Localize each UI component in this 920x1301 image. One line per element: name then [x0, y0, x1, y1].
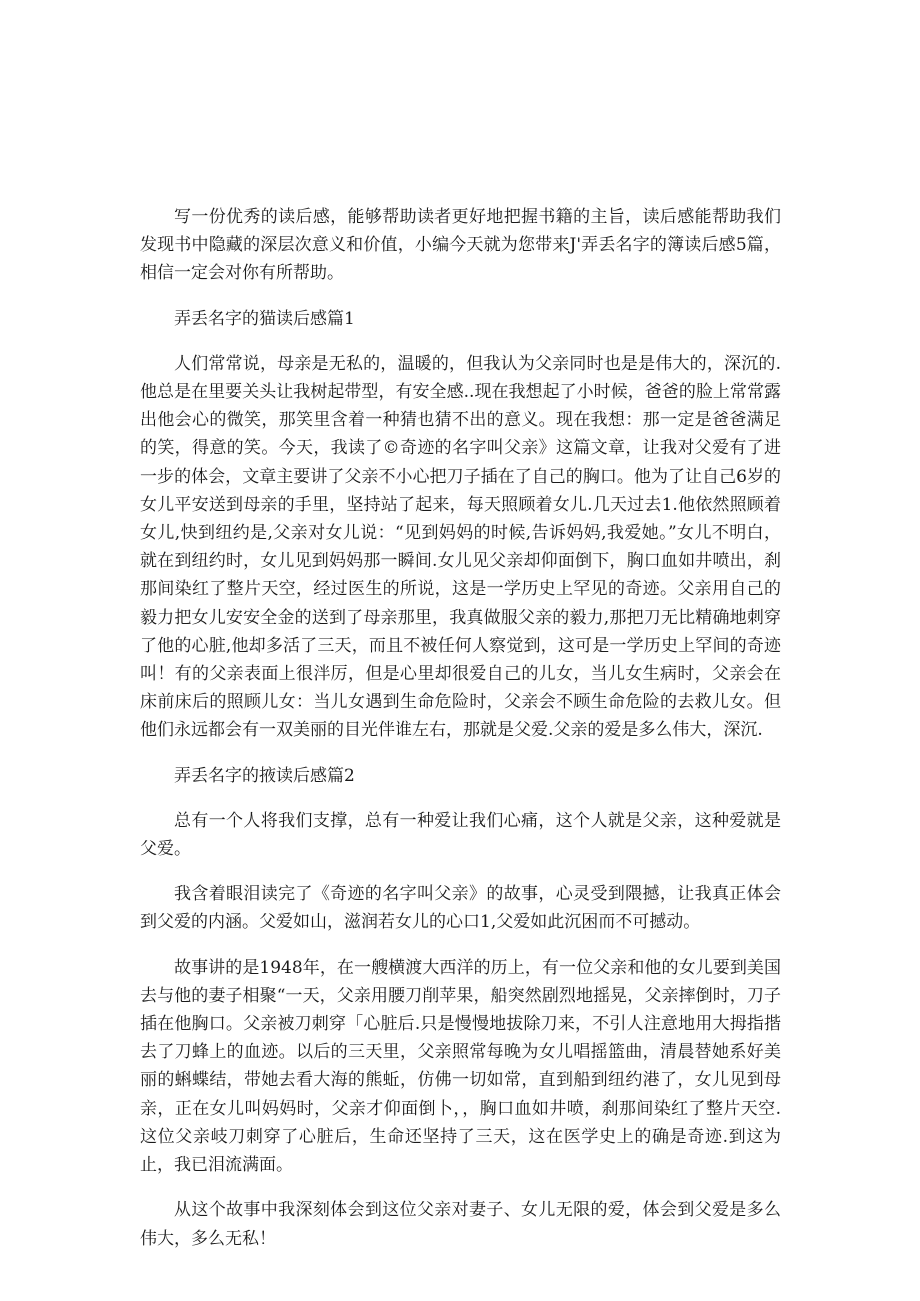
section-2-paragraph-4: 从这个故事中我深刻体会到这位父亲对妻子、女儿无限的爱，体会到父爱是多么伟大，多么无私！	[140, 1200, 781, 1249]
section-2-paragraph-1: 总有一个人将我们支撑，总有一种爱让我们心痛，这个人就是父亲，这种爱就是父爱。	[140, 810, 781, 860]
section-2-heading: 弄丢名字的掖读后感篇2	[174, 765, 355, 786]
intro-paragraph: 写一份优秀的读后感，能够帮助读者更好地把握书籍的主旨，读后感能帮助我们发现书中隐藏的深层次意义和价值，小编今天就为您带来J'弄丢名字的簿读后感5篇，相信一定会对你有所帮助。	[140, 207, 781, 284]
section-2-paragraph-3: 故事讲的是1948年，在一艘横渡大西洋的历上，有一位父亲和他的女儿要到美国去与他的妻子相聚“一天，父亲用腰刀削苹果，船突然剧烈地摇晃，父亲摔倒时，刀子插在他胸口。父亲被刀刺穿「心脏后.只是慢慢地拔除刀来，不引人注意地用大拇指揩去了刀蜂上的血迹。以后的三天里，父亲照常每晚为女儿唱摇篮曲，清晨替她系好美丽的蝌蝶结，带她去看大海的熊蚯，仿佛一切如常，直到船到纽约港了，女儿见到母亲，正在女儿叫妈妈时，父亲才仰面倒卜，，胸口血如井喷，刹那间染红了整片天空.这位父亲岐刀刺穿了心脏后，生命还坚持了三天，这在医学史上的确是奇迹.到这为止，我已泪流满面。	[140, 957, 781, 1176]
document-body	[140, 203, 781, 1270]
section-2-paragraph-2: 我含着眼泪读完了《奇迹的名字叫父亲》的故事，心灵受到隈撼，让我真正体会到父爱的内涵。父爱如山，滋润若女儿的心口1,父爱如此沉困而不可撼动。	[140, 884, 781, 933]
section-1-heading: 弄丢名字的猫读后感篇1	[174, 308, 355, 329]
section-1-paragraph-1: 人们常常说，母亲是无私的，温暖的，但我认为父亲同时也是是伟大的，深沉的.他总是在里要关头让我树起带型，有安全感..现在我想起了小时候，爸爸的脸上常常露出他会心的微笑，那笑里含着一种猜也猜不出的意义。现在我想：那一定是爸爸满足的笑，得意的笑。今天，我读了©奇迹的名字叫父亲》这篇文章，让我对父爱有了进一步的体会，文章主要讲了父亲不小心把刀子插在了自己的胸口。他为了让自己6岁的女儿平安送到母亲的手里，坚持站了起来，每天照顾着女儿.几天过去1.他依然照顾着女儿,快到纽约是,父亲对女儿说：“见到妈妈的时候,告诉妈妈,我爱她。”女儿不明白，就在到纽约时，女儿见到妈妈那一瞬间.女儿见父亲却仰面倒下，胸口血如井喷出，刹那间染红了整片天空，经过医生的所说，这是一学历史上罕见的奇迹。父亲用自己的毅力把女儿安安全金的送到了母亲那里，我真做服父亲的毅力,那把刀无比精确地刺穿了他的心脏,他却多活了三天，而且不被任何人察觉到，这可是一学历史上罕间的奇迹叫！有的父亲表面上很泮厉，但是心里却很爱自己的儿女，当儿女生病时，父亲会在床前床后的照顾儿女：当儿女遇到生命危险时，父亲会不顾生命危险的去救儿女。但他们永远都会有一双美丽的目光伴谁左右，那就是父爱.父亲的爱是多么伟大，深沉.	[140, 353, 781, 741]
